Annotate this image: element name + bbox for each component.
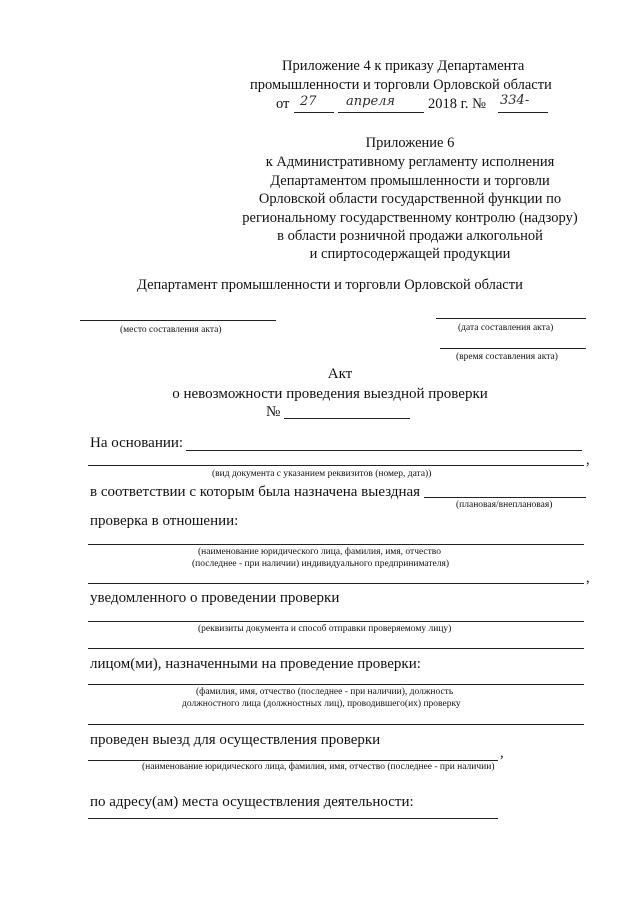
place-label: (место составления акта) [120,325,222,335]
persons-line-2 [88,724,584,725]
visit-comma: , [500,745,504,761]
basis-line-2 [88,465,584,466]
persons-label: лицом(ми), назначенными на проведение проверки: [90,656,421,672]
persons-line [88,684,584,685]
date-line [436,318,586,319]
notice-line-2 [88,648,584,649]
order-number-line [498,112,548,113]
department-name: Департамент промышленности и торговли Орловской области [137,277,523,293]
order-header-line1: Приложение 4 к приказу Департамента [282,58,525,74]
basis-line [186,450,582,451]
place-line [80,320,276,321]
inspection-type-line [424,497,586,498]
address-label: по адресу(ам) места осуществления деятельности: [90,794,414,810]
appendix-line: в области розничной продажи алкогольной [277,228,543,244]
appendix-line: Орловской области государственной функции по [258,191,562,207]
entity-line-2 [88,583,584,584]
act-title: Акт [327,366,353,382]
order-number-handwritten: 334- [500,93,530,108]
time-label: (время составления акта) [456,352,558,362]
appendix-line: региональному государственному контролю (надзору) [242,210,578,226]
order-header-line2: промышленности и торговли Орловской области [250,77,552,93]
act-number-line [284,418,410,419]
date-label: (дата составления акта) [458,323,554,333]
address-line [88,818,498,819]
notice-line [88,621,584,622]
basis-comma: , [586,452,590,468]
order-date-prefix: от [276,96,290,112]
notice-hint: (реквизиты документа и способ отправки проверяемому лицу) [198,624,452,634]
appendix-line: к Административному регламенту исполнения [265,154,555,170]
persons-hint-2: должностного лица (должностных лиц), проводившего(их) проверку [182,699,461,709]
order-year-number-label: 2018 г. № [428,96,487,112]
inspection-label: проверка в отношении: [90,513,239,529]
act-number-sign: № [266,404,281,420]
notified-label: уведомленного о проведении проверки [90,590,340,606]
entity-comma: , [586,570,590,586]
date-month-line [338,112,424,113]
entity-line [88,544,584,545]
entity-hint-1: (наименование юридического лица, фамилия, имя, отчество [198,547,441,557]
accordance-label: в соответствии с которым была назначена выездная [90,484,421,500]
document-hint: (вид документа с указанием реквизитов (номер, дата)) [212,469,432,479]
appendix-line: Департаментом промышленности и торговли [270,173,550,189]
visit-label: проведен выезд для осуществления проверки [90,732,381,748]
date-day-handwritten: 27 [300,94,317,109]
entity-hint-2: (последнее - при наличии) индивидуального предпринимателя) [192,559,450,569]
time-line [440,348,586,349]
basis-label: На основании: [90,435,184,451]
appendix-title: Приложение 6 [365,135,455,151]
act-subtitle: о невозможности проведения выездной проверки [172,386,488,402]
persons-hint-1: (фамилия, имя, отчество (последнее - при наличии), должность [196,687,454,697]
appendix-line: и спиртосодержащей продукции [309,246,511,262]
visit-hint: (наименование юридического лица, фамилия, имя, отчество (последнее - при наличии) [142,762,495,772]
plan-hint: (плановая/внеплановая) [456,500,553,510]
date-month-handwritten: апреля [346,94,396,109]
date-day-line [294,112,334,113]
visit-line [88,760,498,761]
